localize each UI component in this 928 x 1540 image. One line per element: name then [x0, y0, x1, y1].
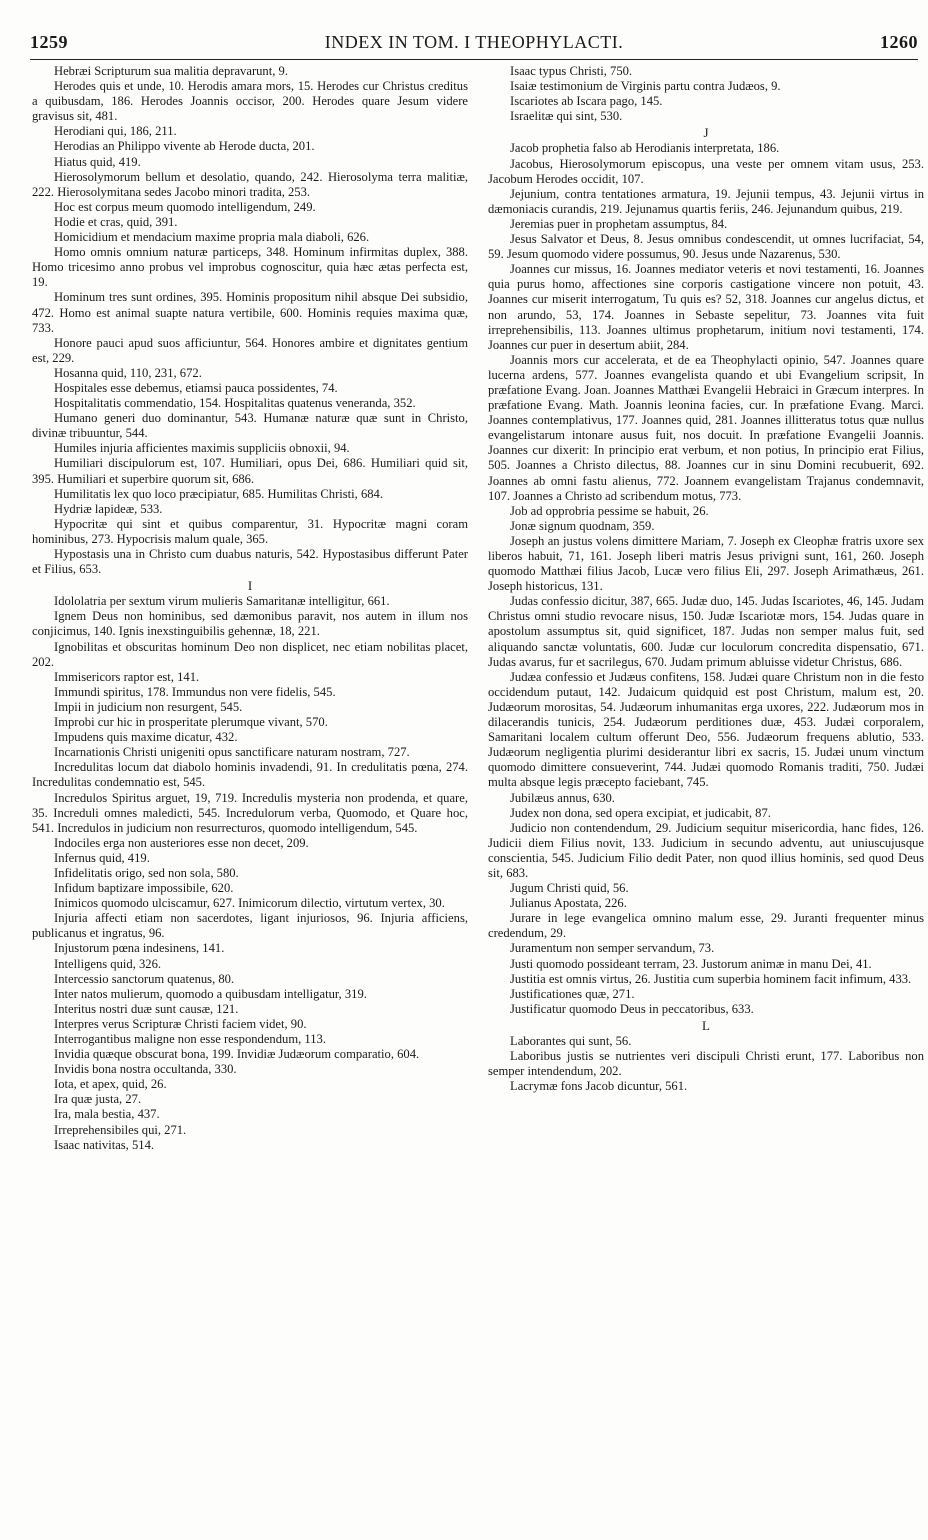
index-entry: Jacob prophetia falso ab Herodianis interpretata, 186. — [510, 141, 780, 156]
index-entry: Improbi cur hic in prosperitate plerumque vivant, 570. — [54, 715, 328, 730]
index-entry: Hypostasis una in Christo cum duabus naturis, 542. Hypostasibus differunt Pater et Filius, 653. — [32, 547, 468, 577]
index-entry: Jeremias puer in prophetam assumptus, 84. — [510, 216, 728, 231]
header-rule — [30, 59, 918, 60]
index-entry: Justi quomodo possideant terram, 23. Justorum animæ in manu Dei, 41. — [510, 956, 872, 971]
index-entry: Juramentum non semper servandum, 73. — [510, 941, 715, 956]
index-entry: Incarnationis Christi unigeniti opus sanctificare naturam nostram, 727. — [54, 745, 410, 760]
right-column — [488, 64, 924, 1094]
index-entry: Idololatria per sextum virum mulieris Samaritanæ intelligitur, 661. — [54, 594, 390, 609]
index-entry: Justitia est omnis virtus, 26. Justitia cum superbia hominem facit infimum, 433. — [510, 971, 912, 986]
index-entry: Homo omnis omnium naturæ particeps, 348. Hominum infirmitas duplex, 388. Homo tricesimo anno probus vel improbus cognoscitur, quia hæc ætas perfecta est, 19. — [32, 245, 468, 290]
index-entry: Lacrymæ fons Jacob dicuntur, 561. — [510, 1079, 688, 1094]
index-entry: Isaac typus Christi, 750. — [510, 64, 633, 78]
index-entry: Inter natos mulierum, quomodo a quibusdam intelligatur, 319. — [54, 986, 367, 1001]
index-entry: Jejunium, contra tentationes armatura, 19. Jejunii tempus, 43. Jejunii virtus in dæmoniacis curandis, 219. Jejunamus quartis feriis, 246. Jejunandum quibus, 219. — [488, 186, 924, 216]
index-entry: Iscariotes ab Iscara pago, 145. — [510, 94, 663, 109]
index-entry: Justificationes quæ, 271. — [510, 986, 635, 1001]
index-entry: Honore pauci apud suos afficiuntur, 564. Honores ambire et dignitates gentium est, 229. — [32, 335, 468, 365]
index-entry: Jacobus, Hierosolymorum episcopus, una veste per omnem vitam usus, 253. Jacobum Herodes occidit, 107. — [488, 156, 924, 186]
index-entry: Judas confessio dicitur, 387, 665. Judæ duo, 145. Judas Iscariotes, 46, 145. Judam Christus omni studio revocare nisus, 150. Judæ Iscariotæ mors, 154. Judas quare in apostolum assumptus sit, quid significet, 187. Judas non semper malus fuit, sed aliquando sanctæ voluntatis, 600. Judæ cur loculorum concredita dispensatio, 671. Judas avarus, fur et sacrilegus, 670. Judam primum abluisse videtur Christus, 686. — [488, 594, 924, 669]
index-entry: Humiles injuria afficientes maximis suppliciis obnoxii, 94. — [54, 441, 350, 456]
index-entry: Interpres verus Scripturæ Christi faciem videt, 90. — [54, 1016, 307, 1031]
index-entry: Invidia quæque obscurat bona, 199. Invidiæ Judæorum comparatio, 604. — [54, 1047, 420, 1062]
index-entry: Infidelitatis origo, sed non sola, 580. — [54, 865, 239, 880]
index-entry: Jonæ signum quodnam, 359. — [510, 518, 655, 533]
section-letter: J — [703, 125, 709, 141]
index-entry: Injustorum pœna indesinens, 141. — [54, 941, 225, 956]
index-entry: Ira quæ justa, 27. — [54, 1092, 142, 1107]
index-entry: Hoc est corpus meum quomodo intelligendum, 249. — [54, 199, 316, 214]
index-entry: Intelligens quid, 326. — [54, 956, 162, 971]
index-entry: Isaiæ testimonium de Virginis partu contra Judæos, 9. — [510, 79, 781, 94]
page-title: INDEX IN TOM. I THEOPHYLACTI. — [324, 32, 624, 52]
index-entry: Interrogantibus maligne non esse respondendum, 113. — [54, 1032, 326, 1046]
left-column — [32, 64, 468, 1153]
index-entry: Hosanna quid, 110, 231, 672. — [54, 365, 202, 380]
index-entry: Hebræi Scripturum sua malitia depravarunt, 9. — [54, 64, 288, 78]
index-entry: Judicio non contendendum, 29. Judicium sequitur misericordia, hanc fides, 126. Judicii diem Filius novit, 133. Judicium in secundo adventu, aut uniuscujusque conscientia, 545. Judicium Filio dedit Pater, non quod illius hominis, sed quod Deus sit, 683. — [488, 820, 924, 880]
index-entry: Immisericors raptor est, 141. — [54, 669, 200, 684]
index-entry: Hominum tres sunt ordines, 395. Hominis propositum nihil absque Dei subsidio, 472. Homo est animal suapte natura vertibile, 600. Hominis requies maxima quæ, 733. — [32, 290, 468, 335]
index-entry: Herodes quis et unde, 10. Herodis amara mors, 15. Herodes cur Christus creditus a quibusdam, 186. Herodes Joannis occisor, 200. Herodes quare Jesum videre gravisus sit, 481. — [32, 79, 468, 124]
index-entry: Joannes cur missus, 16. Joannes mediator veteris et novi testamenti, 16. Joannes quia purus homo, affectiones sine corporis castigatione vincere non potuit, 43. Joannes cur miserit interrogatum, Tu quis es? 52, 318. Joannes cur angelus dictus, et non arundo, 53, 174. Joannes in Sebaste sepelitur, 73. Joannes vita fuit irreprehensibilis, 113. Joannes ultimus prophetarum, initium novi testamenti, 174. Joannes cur puer in desertum abiit, 284. — [488, 262, 924, 352]
index-entry: Jesus Salvator et Deus, 8. Jesus omnibus condescendit, ut omnes lucrifaciat, 54, 59. Jesum quomodo videre possumus, 90. Jesus unde Nazarenus, 530. — [488, 232, 924, 262]
index-entry: Hodie et cras, quid, 391. — [54, 214, 178, 229]
index-entry: Immundi spiritus, 178. Immundus non vere fidelis, 545. — [54, 684, 336, 699]
index-entry: Herodiani qui, 186, 211. — [54, 124, 177, 139]
index-entry: Judæa confessio et Judæus confitens, 158. Judæi quare Christum non in die festo occidendum putaut, 142. Judaicum quidquid est post Christum, malum est, 20. Judæorum morositas, 54. Judæorum inhumanitas erga uxores, 222. Judæorum mos in dilacerandis tunicis, 254. Judæorum perditiones duæ, 453. Judæi corporalem, Samaritani localem cultum offerunt Deo, 556. Judæorum frequens ablutio, 533. Judæorum negligentia plurimi desiderantur libri ex sacris, 15. Judæi unum vinctum quomodo dimittere consueverint, 744. Judæi quomodo Romanis traditi, 750. Judæi multa absque legis præcepto faciebant, 745. — [488, 669, 924, 790]
index-entry: Jugum Christi quid, 56. — [510, 881, 629, 896]
index-entry: Injuria affecti etiam non sacerdotes, ligant injuriosos, 96. Injuria afficiens, publicanus et ingratus, 96. — [32, 911, 468, 941]
running-header — [30, 32, 918, 56]
index-entry: Ignem Deus non hominibus, sed dæmonibus paravit, nos autem in illum nos conjicimus, 140. Ignis inexstinguibilis gehennæ, 18, 221. — [32, 609, 468, 639]
index-entry: Humano generi duo dominantur, 543. Humanæ naturæ quæ sunt in Christo, divinæ tribuuntur, 544. — [32, 411, 468, 441]
index-entry: Hiatus quid, 419. — [54, 154, 141, 169]
index-entry: Joannis mors cur accelerata, et de ea Theophylacti opinio, 547. Joannes quare lucerna ardens, 577. Joannes evangelista quando et ubi Evangelium scripsit, In præfatione Evang. Joan. Joannes Matthæi Evangelii Hebraici in Græcum interpres. In præfatione Evang. Math. Joannis leonina facies, cur. In præfatione Evang. Marci. Joannes contemplativus, 177. Joannes quid, 281. Joannes illitteratus totus quæ nullus evangelistarum intonare ausus fuit, nos docuit. In præfatione Evangelii Joannis. Joannes cur dixerit: In principio erat verbum, et non potius, In principio erat Filius, 505. Joannes a Christo dilectus, 88. Joannes cur in sinu Domini recubuerit, 692. Joannes ab omni fastu alienus, 772. Joannem evangelistam Trajanus condemnavit, 107. Joannes a Christo ad scribendum motus, 773. — [488, 352, 924, 503]
index-entry: Isaac nativitas, 514. — [54, 1137, 155, 1152]
index-entry: Impii in judicium non resurgent, 545. — [54, 699, 243, 714]
index-entry: Herodias an Philippo vivente ab Herode ducta, 201. — [54, 139, 315, 154]
index-entry: Hydriæ lapideæ, 533. — [54, 501, 163, 516]
index-entry: Inimicos quomodo ulciscamur, 627. Inimicorum dilectio, virtutum vertex, 30. — [54, 896, 445, 911]
index-entry: Job ad opprobria pessime se habuit, 26. — [510, 503, 709, 518]
index-entry: Irreprehensibiles qui, 271. — [54, 1122, 187, 1137]
index-entry: Incredulos Spiritus arguet, 19, 719. Incredulis mysteria non prodenda, et quare, 35. Increduli omnes maledicti, 545. Incredulorum verba, Quomodo, et Quare hoc, 541. Incredulos in judicium non resurrecturos, quomodo intelligendum, 545. — [32, 790, 468, 835]
index-entry: Interitus nostri duæ sunt causæ, 121. — [54, 1001, 239, 1016]
index-entry: Hospitalitatis commendatio, 154. Hospitalitas quatenus veneranda, 352. — [54, 396, 416, 411]
index-entry: Ira, mala bestia, 437. — [54, 1107, 160, 1122]
index-entry: Laboribus justis se nutrientes veri discipuli Christi erunt, 177. Laboribus non semper intendendum, 202. — [488, 1049, 924, 1079]
index-entry: Infidum baptizare impossibile, 620. — [54, 881, 234, 896]
index-entry: Incredulitas locum dat diabolo hominis invadendi, 91. In credulitatis pœna, 274. Incredulitas condemnatio est, 545. — [32, 760, 468, 790]
index-entry: Hospitales esse debemus, etiamsi pauca possidentes, 74. — [54, 380, 338, 395]
index-entry: Julianus Apostata, 226. — [510, 896, 627, 911]
index-entry: Ignobilitas et obscuritas hominum Deo non displicet, nec etiam nobilitas placet, 202. — [32, 639, 468, 669]
index-entry: Iota, et apex, quid, 26. — [54, 1077, 167, 1092]
index-entry: Homicidium et mendacium maxime propria mala diaboli, 626. — [54, 230, 370, 245]
page-number-right: 1260 — [880, 32, 918, 52]
index-entry: Impudens quis maxime dicatur, 432. — [54, 730, 238, 745]
index-entry: Israelitæ qui sint, 530. — [510, 109, 623, 124]
index-entry: Invidis bona nostra occultanda, 330. — [54, 1062, 237, 1077]
index-entry: Joseph an justus volens dimittere Mariam, 7. Joseph ex Cleophæ fratris uxore sex liberos habuit, 71, 161. Joseph liberi matris Jesus privigni sunt, 161, 260. Joseph quomodo Matthæi filius Jacob, Lucæ vero filius Eli, 297. Joseph Arimathæus, 261. Joseph historicus, 131. — [488, 533, 924, 594]
index-entry: Intercessio sanctorum quatenus, 80. — [54, 971, 235, 986]
index-entry: Justificatur quomodo Deus in peccatoribus, 633. — [510, 1001, 754, 1016]
index-entry: Jurare in lege evangelica omnino malum esse, 29. Juranti frequenter minus credendum, 29. — [488, 911, 924, 941]
section-letter: I — [247, 578, 253, 594]
index-entry: Infernus quid, 419. — [54, 850, 150, 865]
index-entry: Jubilæus annus, 630. — [510, 790, 615, 805]
index-entry: Laborantes qui sunt, 56. — [510, 1034, 632, 1048]
index-entry: Humiliari discipulorum est, 107. Humiliari, opus Dei, 686. Humiliari quid sit, 395. Humiliari et superbire quorum sit, 686. — [32, 456, 468, 486]
page-number-left: 1259 — [30, 32, 68, 52]
index-entry: Hypocritæ qui sint et quibus comparentur, 31. Hypocritæ magni coram hominibus, 273. Hypocrisis malum quale, 365. — [32, 516, 468, 546]
index-entry: Judex non dona, sed opera excipiat, et judicabit, 87. — [510, 805, 771, 820]
section-letter: L — [702, 1017, 710, 1033]
index-entry: Hierosolymorum bellum et desolatio, quando, 242. Hierosolyma terra malitiæ, 222. Hierosolymitana sedes Jacobo minori tradita, 253. — [32, 169, 468, 199]
index-entry: Humilitatis lex quo loco præcipiatur, 685. Humilitas Christi, 684. — [54, 486, 384, 501]
index-entry: Indociles erga non austeriores esse non decet, 209. — [54, 835, 309, 850]
